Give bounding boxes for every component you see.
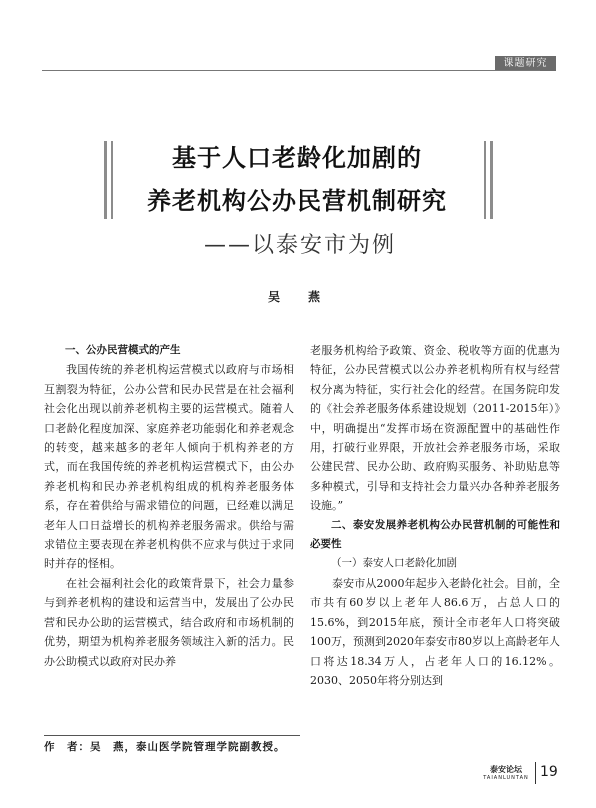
- folio-divider: [535, 762, 536, 784]
- title-line-1: 基于人口老龄化加剧的: [172, 144, 422, 172]
- footnote-rule: [44, 735, 300, 736]
- section-heading-2: 二、泰安发展养老机构公办民营机制的可能性和必要性: [310, 518, 560, 551]
- right-column: [310, 341, 560, 690]
- title-bars-right: [484, 141, 493, 219]
- author-name: 吴 燕: [267, 290, 328, 304]
- paragraph: 泰安市从2000年起步入老龄化社会。目前，全市共有60岁以上老年人86.6万，占总人口的15.6%，到2015年底，预计全市老年人口将突破100万，预测到2020年泰安市80岁以上高龄老年人口将达18.34万人，占老年人口的16.12%。2030、2050年将分别达到: [310, 576, 560, 687]
- left-column: [44, 341, 294, 671]
- paragraph: 在社会福利社会化的政策背景下，社会力量参与到养老机构的建设和运营当中，发展出了公办民营和民办公助的运营模式，结合政府和市场机制的优势，期望为机构养老服务领域注入新的活力。民办公助模式以政府对民办养: [44, 576, 294, 668]
- section-heading-1: 一、公办民营模式的产生: [65, 344, 181, 356]
- title-line-2: 养老机构公办民营机制研究: [147, 187, 447, 215]
- header-rule: [42, 70, 540, 71]
- author-footnote: 作 者：吴 燕，泰山医学院管理学院副教授。: [44, 741, 286, 753]
- paragraph: 老服务机构给予政策、资金、税收等方面的优惠为特征，公办民营模式以公办养老机构所有权与经营权分离为特征，实行社会化的经营。在国务院印发的《社会养老服务体系建设规划（2011-2015年）》中，明确提出“发挥市场在资源配置中的基础性作用，打破行业界限，开放社会养老服务市场，采取公建民营、民办公助、政府购买服务、补助贴息等多种模式，引导和支持社会力量兴办各种养老服务设施。”: [310, 344, 560, 513]
- journal-name-latin: TAIANLUNTAN: [483, 775, 529, 781]
- journal-brand: [474, 765, 538, 782]
- paragraph: 我国传统的养老机构运营模式以政府与市场相互割裂为特征，公办公营和民办民营是在社会福利社会化出现以前养老机构主要的运营模式。随着人口老龄化程度加深、家庭养老功能弱化和养老观念的转变，越来越多的老年人倾向于机构养老的方式，而在我国传统的养老机构运营模式下，由公办养老机构和民办养老机构组成的机构养老服务体系，存在着供给与需求错位的问题，已经难以满足老年人口日益增长的机构养老服务需求。供给与需求错位主要表现在养老机构供不应求与供过于求同时并存的怪相。: [44, 363, 294, 571]
- subtitle: ——以泰安市为例: [203, 233, 396, 258]
- page-number: 19: [540, 764, 558, 780]
- journal-name: 泰安论坛: [490, 765, 522, 774]
- section-tag: 课题研究: [495, 56, 556, 71]
- subsection-heading: （一）泰安人口老龄化加剧: [331, 557, 457, 570]
